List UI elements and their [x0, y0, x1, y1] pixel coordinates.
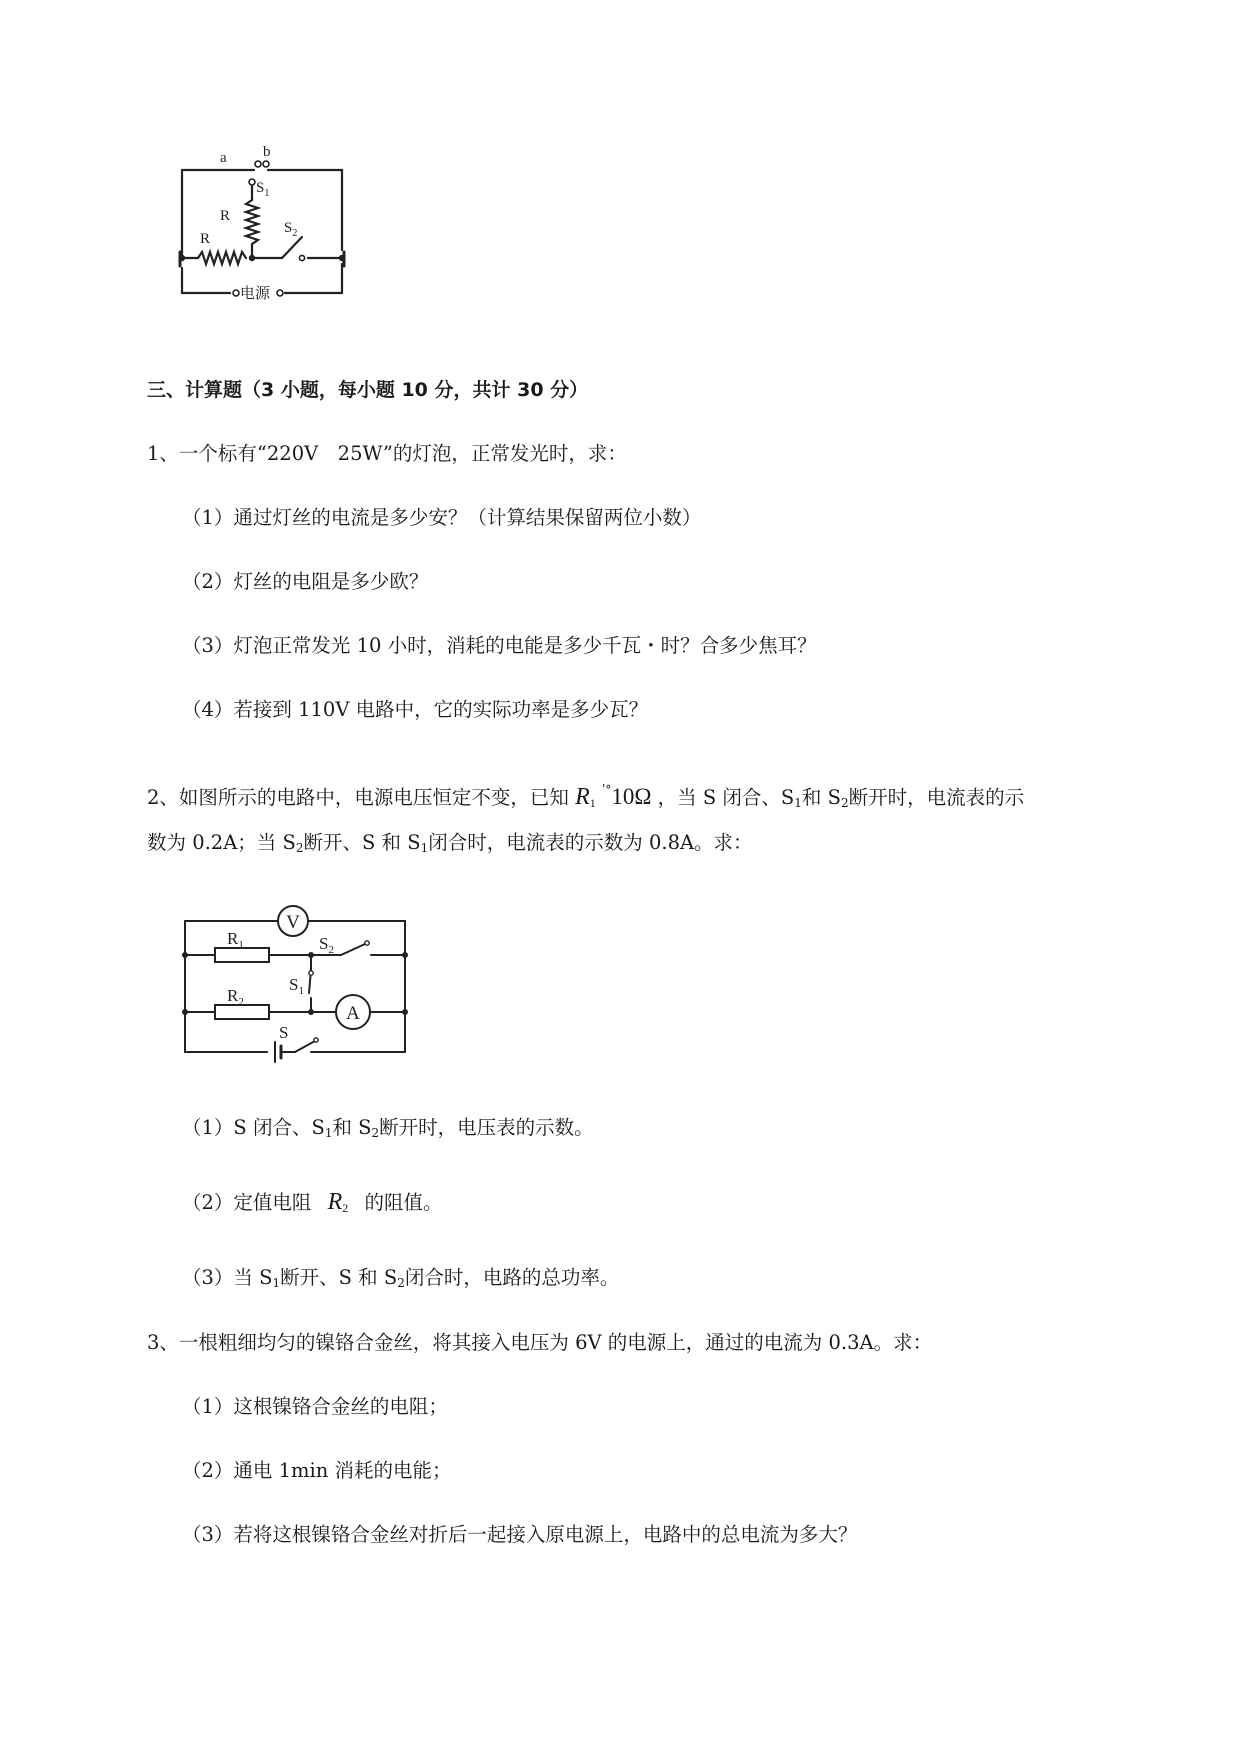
r2-symbol: $R_2$	[327, 1189, 349, 1215]
circuit-diagram-1	[150, 140, 390, 340]
ammeter-label: A	[346, 1003, 360, 1024]
label-s2: $S_2$	[319, 934, 334, 956]
label-power: 电源	[240, 286, 271, 302]
label-r-vertical: R	[220, 208, 231, 224]
label-s: S	[279, 1023, 289, 1042]
q2-part-2: （2）定值电阻 $R_2$ 的阻值。	[182, 1189, 443, 1215]
power-terminal-right	[277, 290, 283, 296]
label-s2: $S_2$	[284, 220, 298, 239]
label-r-horizontal: R	[200, 231, 211, 247]
switch-s2-contact	[299, 255, 304, 260]
terminal-b	[263, 161, 269, 167]
q2-part-3: （3）当 $S_1$断开、S 和 $S_2$闭合时，电路的总功率。	[182, 1266, 620, 1290]
label-s1: $S_1$	[289, 975, 304, 997]
label-a: a	[220, 150, 227, 166]
ocr-artifact: ʹ°	[602, 783, 612, 797]
q3-part-1: （1）这根镍铬合金丝的电阻；	[182, 1395, 448, 1418]
q2-stem-line2: 数为 0.2A；当 $S_2$断开、S 和 $S_1$闭合时，电流表的示数为 0.8A。求：	[147, 831, 753, 855]
q1-part-1: （1）通过灯丝的电流是多少安？（计算结果保留两位小数）	[182, 506, 702, 529]
power-terminal-left	[233, 290, 239, 296]
circuit-diagram-2	[175, 895, 415, 1075]
label-r2: $R_2$	[227, 986, 244, 1008]
q2-stem-line1: 2、如图所示的电路中，电源电压恒定不变，已知 $R_1$ $^{ʹ^\circ}$10Ω ，当 S 闭合、$S_1$和 $S_2$断开时，电流表的示	[147, 783, 1025, 810]
r1-symbol: $R_1$	[575, 784, 596, 810]
q2-part-1: （1）S 闭合、$S_1$和 $S_2$断开时，电压表的示数。	[182, 1116, 594, 1140]
switch-s1-contact	[249, 179, 255, 185]
q3-part-2: （2）通电 1min 消耗的电能；	[182, 1459, 452, 1482]
q3-part-3: （3）若将这根镍铬合金丝对折后一起接入原电源上，电路中的总电流为多大？	[182, 1523, 858, 1546]
section-title: 三、计算题（3 小题，每小题 10 分，共计 30 分）	[147, 379, 589, 401]
q1-stem: 1、一个标有“220V 25W”的灯泡，正常发光时，求：	[147, 442, 627, 465]
q1-part-2: （2）灯丝的电阻是多少欧？	[182, 570, 429, 593]
label-r1: $R_1$	[227, 929, 244, 951]
label-b: b	[263, 144, 271, 160]
voltmeter-label: V	[286, 912, 300, 933]
q1-part-4: （4）若接到 110V 电路中，它的实际功率是多少瓦？	[182, 698, 649, 721]
q3-stem: 3、一根粗细均匀的镍铬合金丝，将其接入电压为 6V 的电源上，通过的电流为 0.3A。求：	[147, 1331, 933, 1354]
r1-value: 10Ω	[611, 784, 652, 809]
label-s1: $S_1$	[256, 180, 270, 199]
terminal-a	[255, 161, 261, 167]
q1-part-3: （3）灯泡正常发光 10 小时，消耗的电能是多少千瓦・时？合多少焦耳？	[182, 634, 817, 657]
